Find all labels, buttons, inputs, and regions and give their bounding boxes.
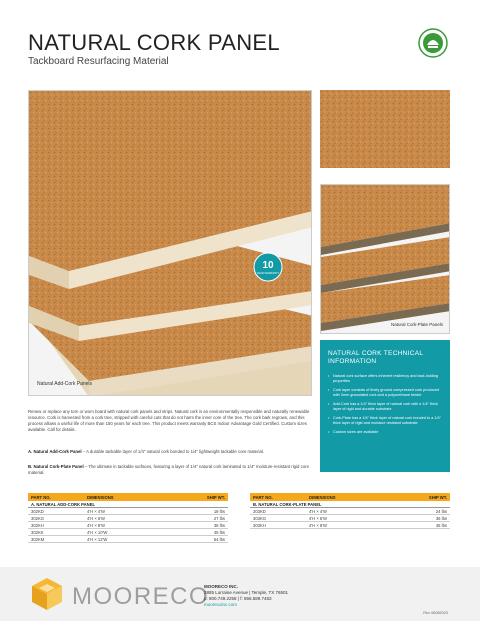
footer	[0, 567, 480, 621]
side-image-cork-plate-panels	[320, 184, 450, 334]
table-header	[28, 493, 228, 501]
col-part-no: PART NO.	[31, 494, 51, 500]
cell-ship-wt: 45 lbs	[213, 529, 225, 535]
option-a-description	[28, 449, 312, 455]
option-b-description	[28, 464, 312, 476]
table-group-label: B. NATURAL CORK-PLATE PANEL	[250, 501, 450, 508]
col-ship-wt: SHIP WT.	[206, 494, 225, 500]
table-row	[250, 522, 450, 529]
cork-texture-image	[320, 90, 450, 168]
option-b-text: – The ultimate in tackable surfaces, featuring a layer of 1/4" natural cork laminated to 1/4" moisture-resistant rigid core material.	[28, 464, 309, 475]
technical-info-title: NATURAL CORK TECHNICAL INFORMATION	[328, 350, 424, 365]
parts-table-cork-plate	[250, 493, 450, 529]
cell-part-no: 302KH	[31, 522, 44, 528]
cell-ship-wt: 27 lbs	[213, 515, 225, 521]
cell-part-no: 302KM	[31, 536, 45, 542]
table-row	[28, 508, 228, 515]
product-description: Renew or replace any torn or worn board with natural cork panels and strips. Natural cork is an environmentally responsible and naturally renewable resource. Cork is harvested from a cork tree, stripped with careful cuts that do not harm the inner core of the tree. The cork bark regrows, and this process allows a useful life of more than 150 years for each tree. This product meets warranty BCS Indoor Advantage Gold Certified. Custom sizes available. Call for details.	[28, 409, 310, 432]
cell-part-no: 302KK	[31, 529, 44, 535]
contact-info	[204, 584, 288, 608]
technical-info-item: • Custom sizes are available	[328, 430, 442, 435]
revision-code: Rev 06062023	[423, 611, 448, 615]
warranty-label: YEAR WARRANTY	[256, 272, 280, 275]
cell-dimensions: 4'H × 4'W	[309, 508, 328, 514]
cell-dimensions: 4'H × 12'W	[87, 536, 108, 542]
cell-dimensions: 4'H × 8'W	[87, 522, 106, 528]
cell-part-no: 303KH	[253, 522, 266, 528]
table-row	[250, 515, 450, 522]
col-ship-wt: SHIP WT.	[428, 494, 447, 500]
col-dimensions: DIMENSIONS	[87, 494, 114, 500]
cork-texture-swatch	[320, 90, 450, 168]
cell-part-no: 303KD	[253, 508, 266, 514]
parts-table-add-cork	[28, 493, 228, 543]
cell-part-no: 303KG	[253, 515, 267, 521]
cell-ship-wt: 36 lbs	[435, 515, 447, 521]
cell-ship-wt: 36 lbs	[213, 522, 225, 528]
table-row	[28, 522, 228, 529]
company-logo-text: MOORECO	[72, 583, 210, 610]
technical-info-panel	[320, 340, 450, 472]
hero-image-add-cork-panels	[28, 90, 312, 396]
cork-panels-illustration	[29, 91, 312, 396]
cell-ship-wt: 24 lbs	[435, 508, 447, 514]
side-caption: Natural Cork-Plate Panels	[390, 322, 443, 327]
cell-ship-wt: 48 lbs	[435, 522, 447, 528]
col-part-no: PART NO.	[253, 494, 273, 500]
technical-info-item: • Add-Cork has a 1/4" thick layer of natural cork with a 1/4" thick layer of rigid and durable substrate	[328, 402, 442, 412]
technical-info-item: • Cork-Plate has a 1/4" thick layer of natural cork bonded to a 1/4" thick layer of rigid and moisture resistant substrate	[328, 416, 442, 426]
company-website-link[interactable]: moorecoinc.com	[204, 602, 238, 607]
cell-dimensions: 4'H × 10'W	[87, 529, 108, 535]
table-row	[28, 536, 228, 543]
cork-plate-illustration	[321, 185, 450, 334]
technical-info-item: • Cork layer consists of finely ground compressed cork produced with 3mm granulated cork and a polyurethane binder	[328, 388, 442, 398]
cell-part-no: 302KD	[31, 508, 44, 514]
warranty-seal-icon	[253, 252, 283, 282]
hero-caption: Natural Add-Cork Panels	[37, 381, 93, 387]
cell-dimensions: 4'H × 8'W	[309, 522, 328, 528]
certification-badge-icon	[418, 28, 448, 58]
cell-dimensions: 4'H × 6'W	[87, 515, 106, 521]
company-address: 2885 Lorraine Avenue | Temple, TX 76501	[204, 590, 288, 595]
cell-ship-wt: 18 lbs	[213, 508, 225, 514]
company-name: MOORECO INC.	[204, 584, 239, 589]
technical-info-item: • Natural cork surface offers inherent resiliency and tack-holding properties	[328, 374, 442, 384]
table-row	[28, 529, 228, 536]
option-a-label: A. Natural Add-Cork Panel	[28, 449, 82, 454]
cell-ship-wt: 54 lbs	[213, 536, 225, 542]
technical-info-list	[328, 374, 442, 435]
cell-part-no: 302KG	[31, 515, 45, 521]
table-row	[28, 515, 228, 522]
table-row	[250, 508, 450, 515]
col-dimensions: DIMENSIONS	[309, 494, 336, 500]
cell-dimensions: 4'H × 4'W	[87, 508, 106, 514]
page-subtitle: Tackboard Resurfacing Material	[28, 56, 169, 67]
option-b-label: B. Natural Cork-Plate Panel	[28, 464, 84, 469]
table-group-label: A. NATURAL ADD-CORK PANEL	[28, 501, 228, 508]
table-header	[250, 493, 450, 501]
page-title: NATURAL CORK PANEL	[28, 30, 280, 55]
option-a-text: – A durable tackable layer of 1/4" natural cork bonded to 1/4" lightweight tackable core material.	[81, 449, 264, 454]
company-phone: p: 800.749.2258 | f: 866.589.7483	[204, 596, 272, 601]
mooreco-cube-logo-icon	[28, 575, 66, 613]
warranty-number: 10	[262, 260, 274, 271]
cell-dimensions: 4'H × 6'W	[309, 515, 328, 521]
